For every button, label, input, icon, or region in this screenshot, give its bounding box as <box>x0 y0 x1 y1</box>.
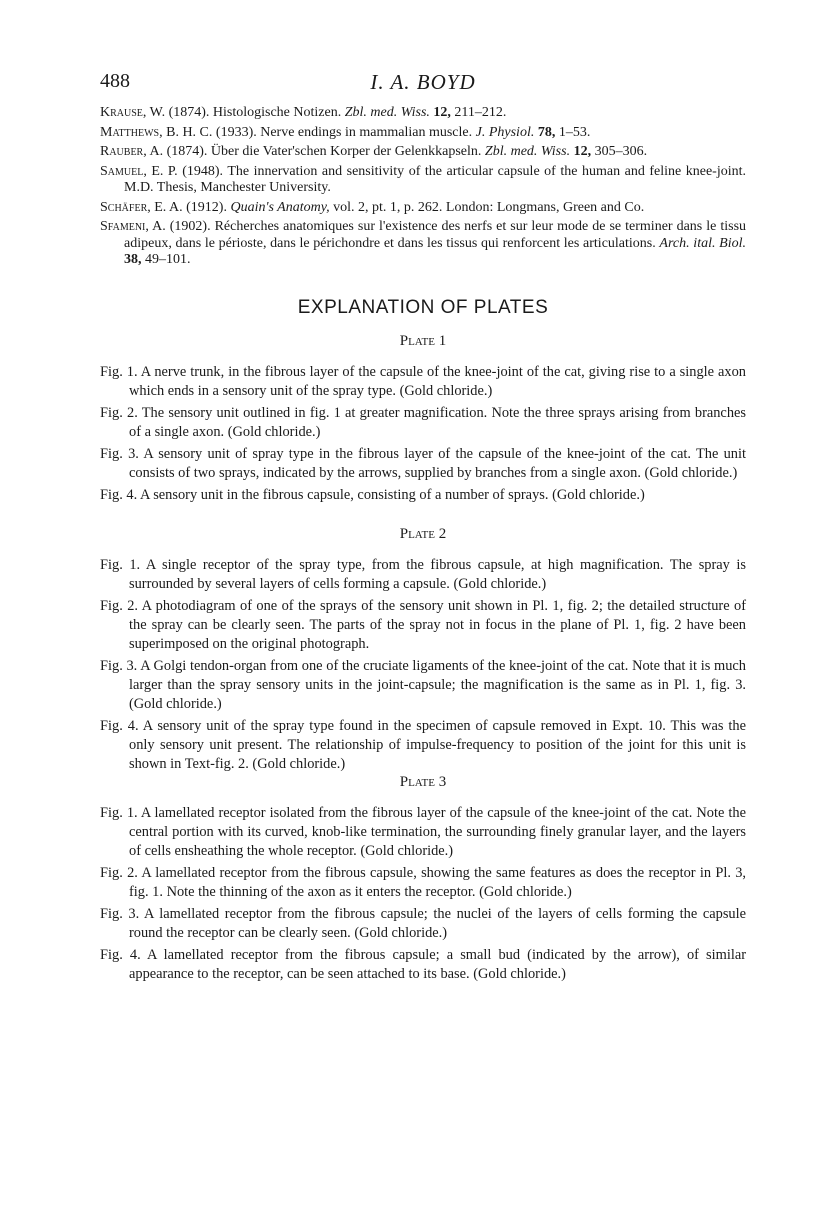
figure-caption: Fig. 1. A lamellated receptor isolated from the fibrous layer of the capsule of the knee-joint of the cat. Note the central portion with its curved, knob-like termination, the surrounding finely granular layer, and the layers of cells ensheathing the whole receptor. (Gold chloride.) <box>100 805 746 859</box>
figure-caption: Fig. 2. A photodiagram of one of the sprays of the sensory unit shown in Pl. 1, fig. 2; the detailed structure of the spray can be clearly seen. The parts of the spray not in focus in the plane of Pl. 1, fig. 2 have been superimposed on the original photograph. <box>100 598 746 652</box>
reference-item: Matthews, B. H. C. (1933). Nerve endings in mammalian muscle. J. Physiol. 78, 1–53. <box>100 124 591 140</box>
reference-item: Samuel, E. P. (1948). The innervation and sensitivity of the articular capsule of the human and feline knee-joint. M.D. Thesis, Manchester University. <box>100 163 747 195</box>
figure-caption: Fig. 1. A single receptor of the spray type, from the fibrous capsule, at high magnification. The spray is surrounded by several layers of cells forming a capsule. (Gold chloride.) <box>100 557 747 592</box>
running-title: I. A. BOYD <box>370 70 476 94</box>
figure-caption: Fig. 3. A sensory unit of spray type in the fibrous layer of the capsule of the knee-joint of the cat. The unit consists of two sprays, indicated by the arrows, supplied by branches from a single axon. (Gold chloride.) <box>100 446 746 481</box>
reference-list <box>100 105 746 272</box>
reference-item: Krause, W. (1874). Histologische Notizen. Zbl. med. Wiss. 12, 211–212. <box>100 105 507 120</box>
figure-caption: Fig. 4. A sensory unit of the spray type found in the specimen of capsule removed in Expt. 10. This was the only sensory unit present. The relationship of impulse-frequency to position of the joint for this unit is shown in Text-fig. 2. (Gold chloride.) <box>100 718 747 772</box>
plate-section <box>100 773 746 987</box>
figure-caption: Fig. 4. A lamellated receptor from the fibrous capsule; a small bud (indicated by the arrow), of similar appearance to the receptor, can be seen attached to its base. (Gold chloride.) <box>100 947 746 982</box>
plate-section <box>100 332 746 508</box>
plate-section <box>100 525 746 777</box>
explanation-title: EXPLANATION OF PLATES <box>297 297 549 318</box>
reference-item: Rauber, A. (1874). Über die Vater'schen Korper der Gelenkkapseln. Zbl. med. Wiss. 12, 305–306. <box>100 144 648 159</box>
figure-caption: Fig. 2. The sensory unit outlined in fig. 1 at greater magnification. Note the three sprays arising from branches of a single axon. (Gold chloride.) <box>100 405 747 440</box>
plate-title: Plate 2 <box>399 526 447 542</box>
figure-caption: Fig. 3. A Golgi tendon-organ from one of the cruciate ligaments of the knee-joint of the cat. Note that it is much larger than the spray sensory units in the joint-capsule; the magnification is the same as in Pl. 1, fig. 3. (Gold chloride.) <box>100 658 746 712</box>
plate-title: Plate 1 <box>399 333 447 349</box>
page-header <box>100 70 746 98</box>
reference-item: Schäfer, E. A. (1912). Quain's Anatomy, vol. 2, pt. 1, p. 262. London: Longmans, Green and Co. <box>100 199 645 215</box>
page-number: 488 <box>100 70 130 92</box>
plate-title: Plate 3 <box>399 774 447 790</box>
figure-caption: Fig. 3. A lamellated receptor from the fibrous capsule; the nuclei of the layers of cells forming the capsule round the receptor can be clearly seen. (Gold chloride.) <box>100 906 747 941</box>
figure-caption: Fig. 1. A nerve trunk, in the fibrous layer of the capsule of the knee-joint of the cat, giving rise to a single axon which ends in a sensory unit of the spray type. (Gold chloride.) <box>100 364 747 399</box>
figure-caption: Fig. 2. A lamellated receptor from the fibrous capsule, showing the same features as does the receptor in Pl. 3, fig. 1. Note the thinning of the axon as it enters the receptor. (Gold chloride.) <box>100 865 747 900</box>
figure-caption: Fig. 4. A sensory unit in the fibrous capsule, consisting of a number of sprays. (Gold chloride.) <box>100 487 645 503</box>
reference-item: Sfameni, A. (1902). Récherches anatomiques sur l'existence des nerfs et sur leur mode de se terminer dans le tissu adipeux, dans le périoste, dans le périchondre et dans les tissus qui renforcent les articulations. Arch. ital. Biol. 38, 49–101. <box>100 219 747 267</box>
